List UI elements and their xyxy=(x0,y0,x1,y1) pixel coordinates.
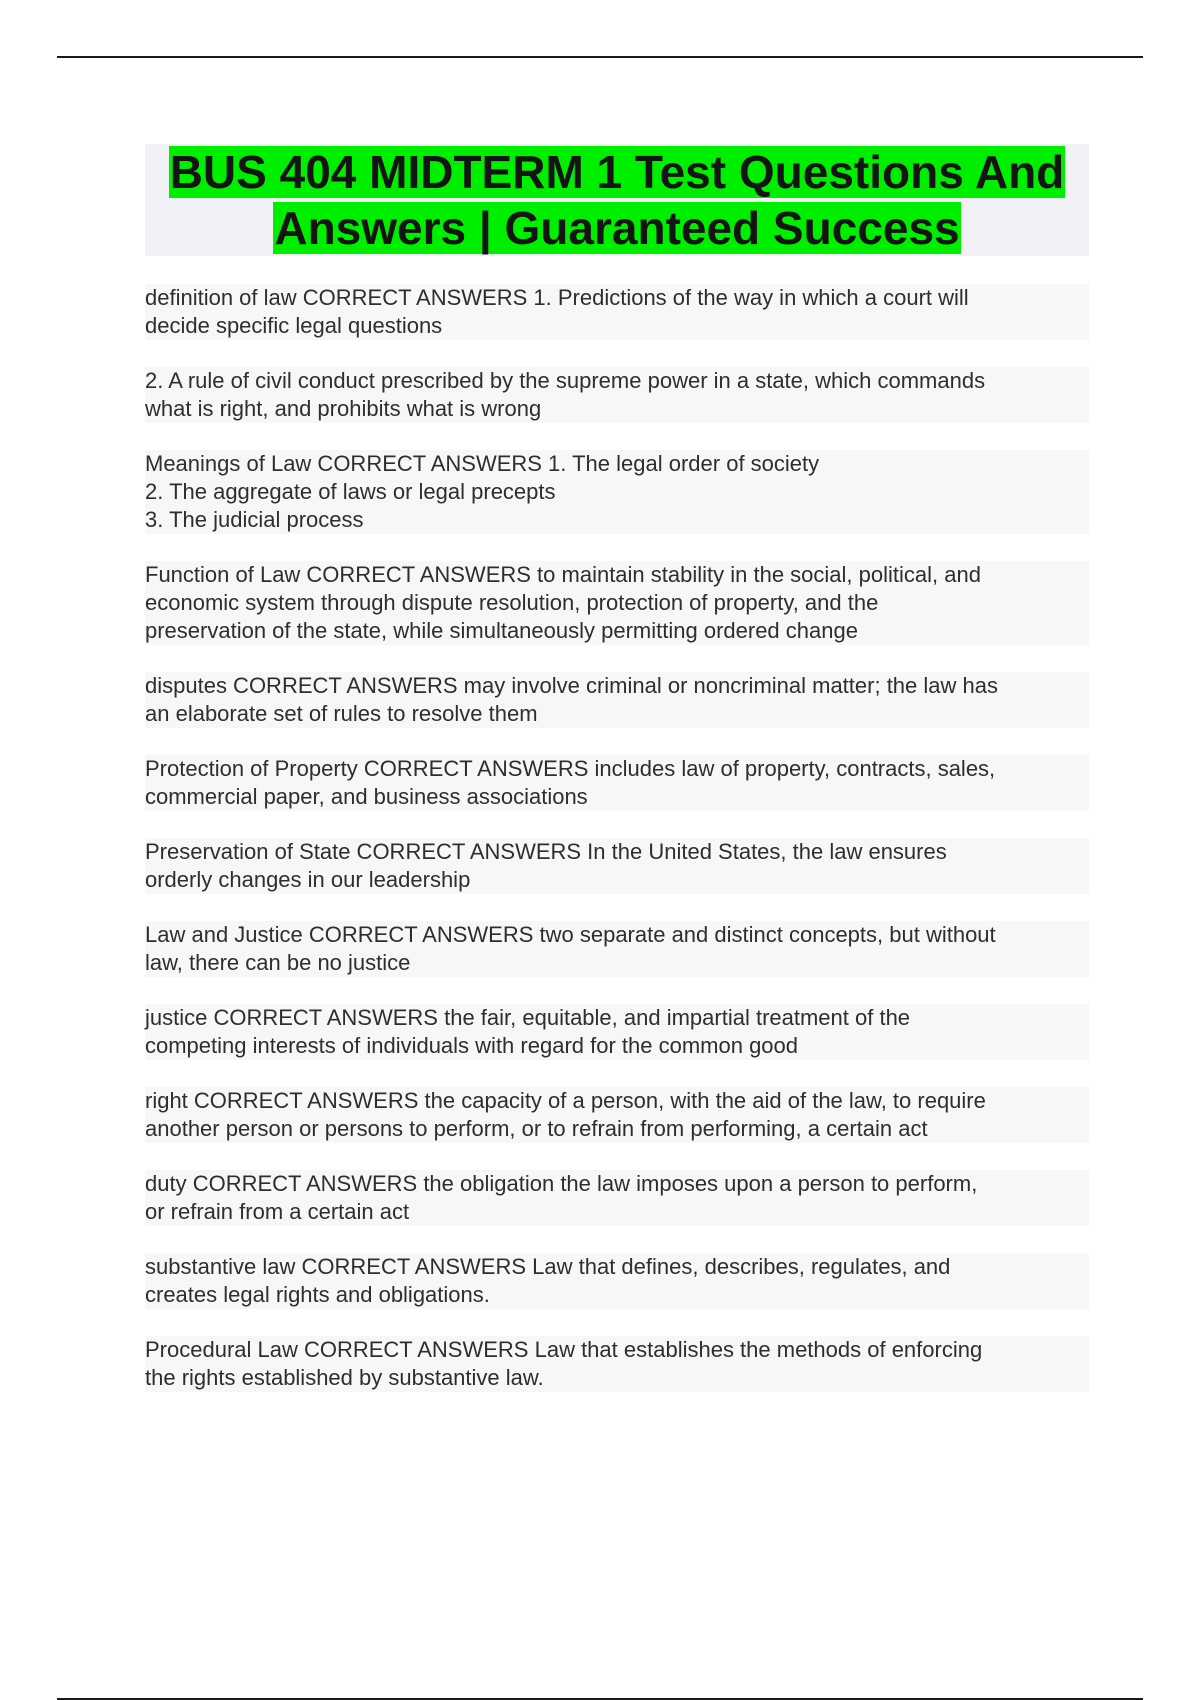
qa-entry-line: Law and Justice CORRECT ANSWERS two separate and distinct concepts, but without xyxy=(145,922,996,947)
qa-entry xyxy=(145,450,1089,534)
qa-entry-line: another person or persons to perform, or to refrain from performing, a certain act xyxy=(145,1116,928,1141)
qa-entry-line: 2. The aggregate of laws or legal precepts xyxy=(145,479,556,504)
title-line: Answers | Guaranteed Success xyxy=(274,202,960,254)
title-line: BUS 404 MIDTERM 1 Test Questions And xyxy=(169,146,1065,198)
qa-entry-line: right CORRECT ANSWERS the capacity of a person, with the aid of the law, to require xyxy=(145,1088,986,1113)
qa-entry xyxy=(145,672,1089,728)
qa-list xyxy=(145,284,1089,1419)
qa-entry xyxy=(145,561,1089,645)
qa-entry xyxy=(145,1004,1089,1060)
qa-entry-line: law, there can be no justice xyxy=(145,950,411,975)
qa-entry xyxy=(145,1336,1089,1392)
qa-entry-line: 3. The judicial process xyxy=(145,507,364,532)
qa-entry-line: Procedural Law CORRECT ANSWERS Law that establishes the methods of enforcing xyxy=(145,1337,983,1362)
qa-entry xyxy=(145,755,1089,811)
qa-entry-line: Function of Law CORRECT ANSWERS to maintain stability in the social, political, and xyxy=(145,562,981,587)
qa-entry-line: creates legal rights and obligations. xyxy=(145,1282,490,1307)
qa-entry-line: competing interests of individuals with regard for the common good xyxy=(145,1033,799,1058)
qa-entry-line: commercial paper, and business associations xyxy=(145,784,588,809)
qa-entry-line: definition of law CORRECT ANSWERS 1. Predictions of the way in which a court will xyxy=(145,285,969,310)
qa-entry-line: an elaborate set of rules to resolve them xyxy=(145,701,538,726)
document-title xyxy=(145,144,1089,256)
qa-entry-line: what is right, and prohibits what is wrong xyxy=(145,396,542,421)
qa-entry-line: orderly changes in our leadership xyxy=(145,867,471,892)
qa-entry-line: or refrain from a certain act xyxy=(145,1199,410,1224)
qa-entry-line: substantive law CORRECT ANSWERS Law that defines, describes, regulates, and xyxy=(145,1254,951,1279)
qa-entry-line: duty CORRECT ANSWERS the obligation the law imposes upon a person to perform, xyxy=(145,1171,978,1196)
qa-entry-line: the rights established by substantive law. xyxy=(145,1365,544,1390)
qa-entry-line: justice CORRECT ANSWERS the fair, equitable, and impartial treatment of the xyxy=(145,1005,911,1030)
qa-entry xyxy=(145,367,1089,423)
qa-entry-line: preservation of the state, while simultaneously permitting ordered change xyxy=(145,618,858,643)
qa-entry xyxy=(145,284,1089,340)
qa-entry-line: decide specific legal questions xyxy=(145,313,443,338)
qa-entry-line: Protection of Property CORRECT ANSWERS includes law of property, contracts, sales, xyxy=(145,756,996,781)
qa-entry xyxy=(145,1087,1089,1143)
qa-entry-line: disputes CORRECT ANSWERS may involve criminal or noncriminal matter; the law has xyxy=(145,673,998,698)
qa-entry-line: 2. A rule of civil conduct prescribed by the supreme power in a state, which commands xyxy=(145,368,986,393)
qa-entry xyxy=(145,921,1089,977)
qa-entry xyxy=(145,1170,1089,1226)
qa-entry xyxy=(145,838,1089,894)
qa-entry-line: Meanings of Law CORRECT ANSWERS 1. The legal order of society xyxy=(145,451,820,476)
top-rule xyxy=(57,56,1143,58)
qa-entry-line: Preservation of State CORRECT ANSWERS In the United States, the law ensures xyxy=(145,839,947,864)
qa-entry-line: economic system through dispute resolution, protection of property, and the xyxy=(145,590,879,615)
qa-entry xyxy=(145,1253,1089,1309)
